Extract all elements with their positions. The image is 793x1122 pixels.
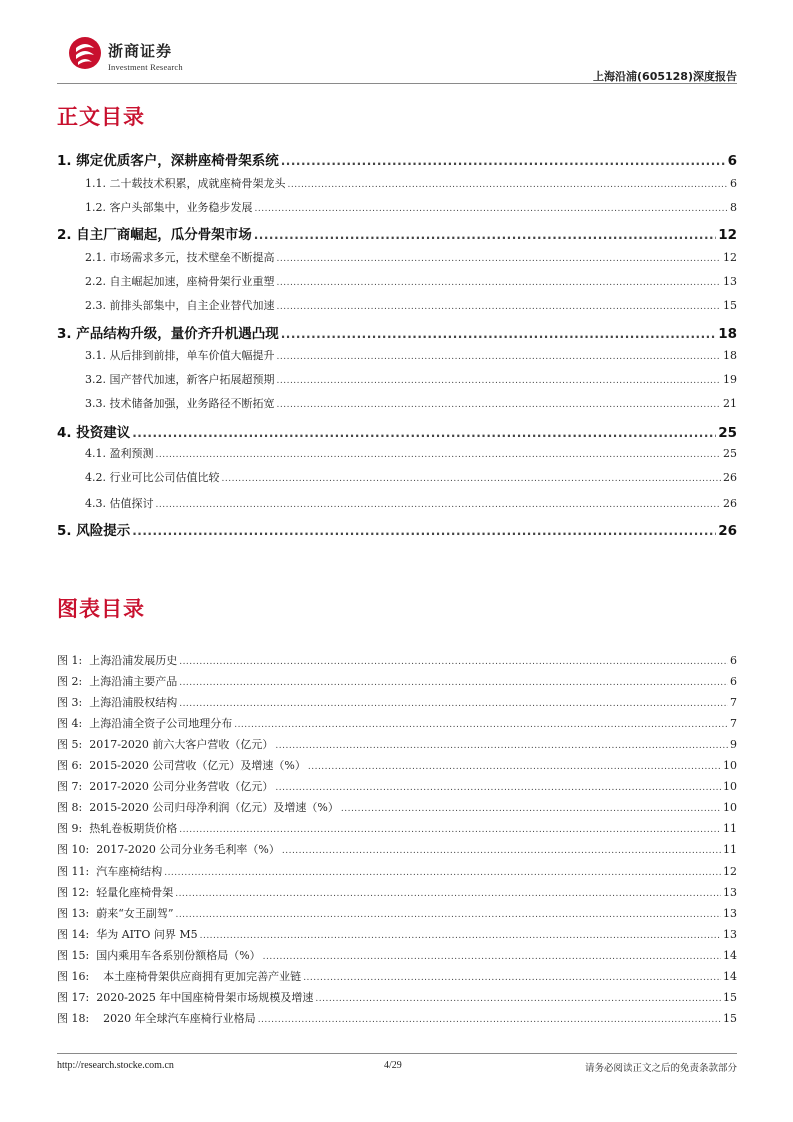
dot-leader	[277, 400, 722, 410]
toc-section-entry[interactable]	[85, 371, 737, 387]
toc-entry-label: 2.2. 自主崛起加速，座椅骨架行业重塑	[85, 275, 275, 288]
toc-entry-label: 3. 产品结构升级，量价齐升机遇凸现	[57, 326, 279, 342]
toc-entry-page: 26	[723, 471, 737, 484]
toc-entry-page: 6	[730, 177, 737, 190]
figure-entry-page: 15	[723, 1012, 737, 1025]
figure-entry[interactable]	[57, 736, 737, 752]
toc-section-entry[interactable]	[85, 395, 737, 411]
figure-entry-label: 图 2: 上海沿浦主要产品	[57, 675, 178, 688]
zheshang-logo-icon	[68, 36, 102, 70]
toc-entry-page: 18	[723, 349, 737, 362]
dot-leader	[179, 678, 728, 688]
toc-entry-label: 4.3. 估值探讨	[85, 497, 154, 510]
toc-section-entry[interactable]	[85, 347, 737, 363]
figure-entry[interactable]	[57, 989, 737, 1005]
figure-entry-label: 图 8: 2015-2020 公司归母净利润（亿元）及增速（%）	[57, 801, 339, 814]
figure-entry[interactable]	[57, 757, 737, 773]
figure-entry-page: 10	[723, 780, 737, 793]
figure-entry-label: 图 18: 2020 年全球汽车座椅行业格局	[57, 1012, 256, 1025]
figure-entry-page: 6	[730, 675, 737, 688]
figure-entry[interactable]	[57, 799, 737, 815]
figure-entry-label: 图 3: 上海沿浦股权结构	[57, 696, 178, 709]
figure-entry[interactable]	[57, 905, 737, 921]
figure-entry[interactable]	[57, 926, 737, 942]
toc-entry-label: 4. 投资建议	[57, 425, 131, 441]
footer-disclaimer: 请务必阅读正文之后的免责条款部分	[584, 1063, 737, 1074]
page-header	[0, 0, 793, 90]
figure-entry-label: 图 13: 蔚来“女王副驾”	[57, 907, 174, 920]
dot-leader	[281, 154, 726, 168]
figure-entry[interactable]	[57, 884, 737, 900]
dot-leader	[132, 426, 716, 440]
figure-entry[interactable]	[57, 863, 737, 879]
toc-section-entry[interactable]	[85, 199, 737, 215]
figure-entry-page: 14	[723, 949, 737, 962]
dot-leader	[156, 450, 722, 460]
dot-leader	[175, 889, 721, 899]
dot-leader	[315, 994, 721, 1004]
figure-entry-label: 图 5: 2017-2020 前六大客户营收（亿元）	[57, 738, 274, 751]
figure-entry-page: 11	[723, 843, 737, 856]
report-title: 上海沿浦(605128)深度报告	[593, 70, 737, 83]
figure-entry[interactable]	[57, 841, 737, 857]
figure-entry-page: 10	[723, 801, 737, 814]
toc-section-entry[interactable]	[85, 273, 737, 289]
toc-entry-label: 4.2. 行业可比公司估值比较	[85, 471, 220, 484]
dot-leader	[222, 474, 722, 484]
dot-leader	[275, 783, 721, 793]
dot-leader	[277, 376, 722, 386]
figure-entry-label: 图 10: 2017-2020 公司分业务毛利率（%）	[57, 843, 280, 856]
toc-entry-page: 26	[718, 523, 737, 539]
figure-entry[interactable]	[57, 820, 737, 836]
dot-leader	[288, 180, 729, 190]
figures-title: 图表目录	[57, 597, 145, 621]
toc-entry-label: 3.3. 技术储备加强，业务路径不断拓宽	[85, 397, 275, 410]
figure-entry[interactable]	[57, 673, 737, 689]
toc-entry-page: 18	[718, 326, 737, 342]
dot-leader	[282, 846, 721, 856]
dot-leader	[179, 825, 721, 835]
figure-entry-label: 图 12: 轻量化座椅骨架	[57, 886, 174, 899]
figure-entry[interactable]	[57, 968, 737, 984]
toc-chapter-entry[interactable]	[57, 223, 737, 243]
figure-entry-label: 图 15: 国内乘用车各系别份额格局（%）	[57, 949, 261, 962]
toc-entry-label: 2.3. 前排头部集中，自主企业替代加速	[85, 299, 275, 312]
toc-entry-page: 25	[723, 447, 737, 460]
figure-entry[interactable]	[57, 715, 737, 731]
figure-entry-page: 13	[723, 928, 737, 941]
toc-entry-label: 1.2. 客户头部集中，业务稳步发展	[85, 201, 253, 214]
dot-leader	[308, 762, 721, 772]
toc-section-entry[interactable]	[85, 469, 737, 485]
toc-entry-page: 25	[718, 425, 737, 441]
figure-entry[interactable]	[57, 778, 737, 794]
figure-entry-page: 7	[730, 696, 737, 709]
dot-leader	[263, 952, 721, 962]
brand-subtitle: Investment Research	[108, 62, 183, 72]
toc-section-entry[interactable]	[85, 445, 737, 461]
dot-leader	[303, 973, 721, 983]
dot-leader	[132, 524, 716, 538]
figure-entry-label: 图 6: 2015-2020 公司营收（亿元）及增速（%）	[57, 759, 306, 772]
figure-entry-label: 图 9: 热轧卷板期货价格	[57, 822, 178, 835]
dot-leader	[255, 204, 729, 214]
figure-entry[interactable]	[57, 1010, 737, 1026]
figure-entry-page: 13	[723, 907, 737, 920]
toc-entry-page: 12	[718, 227, 737, 243]
figure-entry-page: 11	[723, 822, 737, 835]
toc-entry-page: 19	[723, 373, 737, 386]
toc-entry-label: 1.1. 二十载技术积累，成就座椅骨架龙头	[85, 177, 286, 190]
figure-entry[interactable]	[57, 694, 737, 710]
toc-section-entry[interactable]	[85, 297, 737, 313]
figure-entry[interactable]	[57, 652, 737, 668]
toc-section-entry[interactable]	[85, 495, 737, 511]
figure-entry-label: 图 4: 上海沿浦全资子公司地理分布	[57, 717, 233, 730]
figure-entry-label: 图 11: 汽车座椅结构	[57, 865, 163, 878]
figure-entry-page: 6	[730, 654, 737, 667]
dot-leader	[275, 741, 728, 751]
toc-entry-page: 6	[727, 153, 737, 169]
toc-entry-page: 21	[723, 397, 737, 410]
figure-entry-label: 图 7: 2017-2020 公司分业务营收（亿元）	[57, 780, 274, 793]
figure-entry-label: 图 16: 本土座椅骨架供应商拥有更加完善产业链	[57, 970, 302, 983]
figure-entry-label: 图 17: 2020-2025 年中国座椅骨架市场规模及增速	[57, 991, 314, 1004]
toc-entry-page: 26	[723, 497, 737, 510]
figure-entry-page: 12	[723, 865, 737, 878]
toc-section-entry[interactable]	[85, 249, 737, 265]
toc-entry-label: 4.1. 盈利预测	[85, 447, 154, 460]
dot-leader	[281, 327, 716, 341]
footer-divider	[57, 1053, 737, 1054]
toc-section-entry[interactable]	[85, 175, 737, 191]
toc-entry-label: 3.1. 从后排到前排，单车价值大幅提升	[85, 349, 275, 362]
toc-title: 正文目录	[57, 105, 145, 129]
dot-leader	[156, 500, 722, 510]
toc-entry-label: 3.2. 国产替代加速，新客户拓展超预期	[85, 373, 275, 386]
header-divider	[57, 83, 737, 84]
dot-leader	[200, 931, 721, 941]
dot-leader	[164, 868, 721, 878]
figure-entry-page: 10	[723, 759, 737, 772]
dot-leader	[254, 228, 716, 242]
toc-chapter-entry[interactable]	[57, 421, 737, 441]
figure-entry-page: 14	[723, 970, 737, 983]
dot-leader	[277, 302, 722, 312]
dot-leader	[179, 699, 728, 709]
toc-entry-page: 15	[723, 299, 737, 312]
dot-leader	[258, 1015, 721, 1025]
brand-name: 浙商证券	[108, 42, 173, 60]
footer-url[interactable]: http://research.stocke.com.cn	[57, 1060, 174, 1071]
figure-entry-page: 7	[730, 717, 737, 730]
dot-leader	[179, 657, 728, 667]
toc-entry-page: 8	[730, 201, 737, 214]
toc-entry-label: 1. 绑定优质客户，深耕座椅骨架系统	[57, 153, 279, 169]
dot-leader	[277, 278, 722, 288]
page-number: 4/29	[384, 1060, 402, 1071]
toc-entry-page: 12	[723, 251, 737, 264]
toc-entry-label: 2. 自主厂商崛起，瓜分骨架市场	[57, 227, 252, 243]
toc-entry-label: 5. 风险提示	[57, 523, 131, 539]
figure-entry-page: 9	[730, 738, 737, 751]
dot-leader	[277, 254, 722, 264]
toc-entry-label: 2.1. 市场需求多元，技术壁垒不断提高	[85, 251, 275, 264]
dot-leader	[234, 720, 728, 730]
figure-entry[interactable]	[57, 947, 737, 963]
toc-chapter-entry[interactable]	[57, 322, 737, 342]
figure-entry-page: 13	[723, 886, 737, 899]
dot-leader	[277, 352, 722, 362]
figure-entry-label: 图 1: 上海沿浦发展历史	[57, 654, 178, 667]
toc-entry-page: 13	[723, 275, 737, 288]
figure-entry-label: 图 14: 华为 AITO 问界 M5	[57, 928, 198, 941]
toc-chapter-entry[interactable]	[57, 149, 737, 169]
figure-entry-page: 15	[723, 991, 737, 1004]
dot-leader	[341, 804, 721, 814]
toc-chapter-entry[interactable]	[57, 519, 737, 539]
dot-leader	[175, 910, 721, 920]
